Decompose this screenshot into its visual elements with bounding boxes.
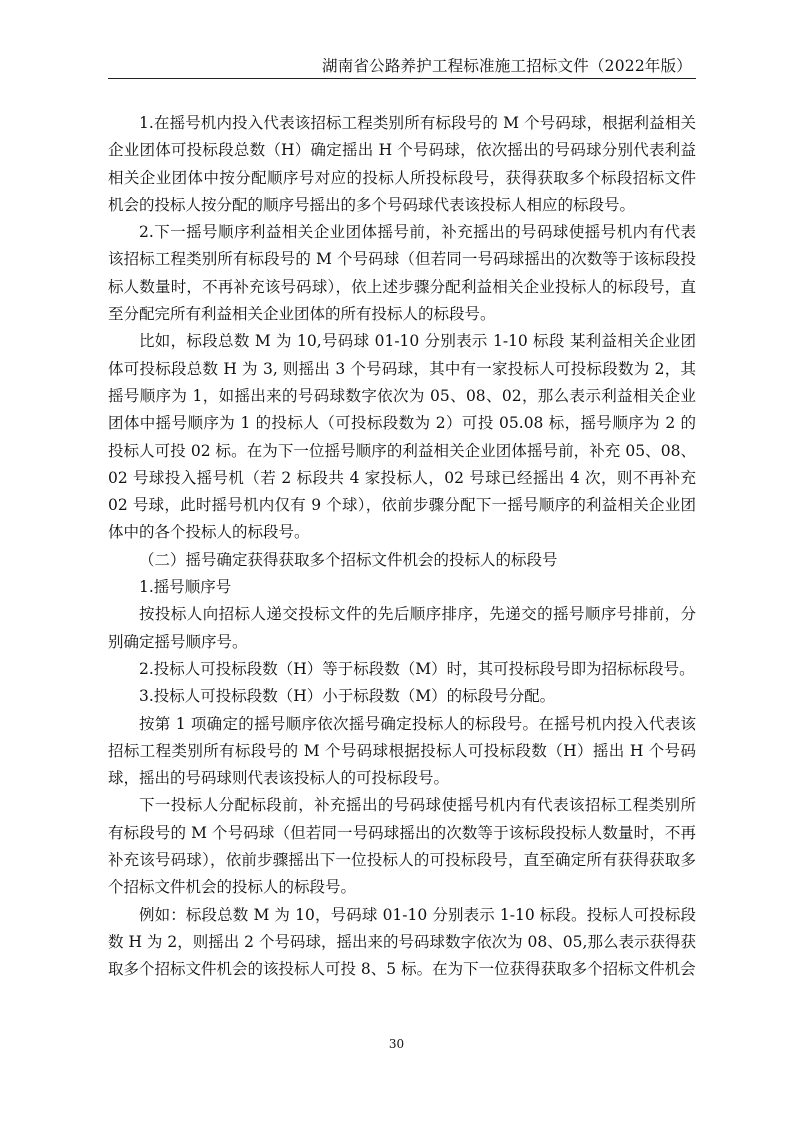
paragraph-4: 按投标人向招标人递交投标文件的先后顺序排序，先递交的摇号顺序号排前，分别确定摇号顺序号。 [108,605,696,651]
page-header [108,54,696,79]
paragraph-8: 下一投标人分配标段前，补充摇出的号码球使摇号机内有代表该招标工程类别所有标段号的 M 个号码球（但若同一号码球摇出的次数等于该标段投标人数量时，不再补充该号码球），依前步骤摇出下一位投标人的可投标段号，直至确定所有获得获取多个招标文件机会的投标人的标段号。 [108,796,696,897]
paragraph-5: 2.投标人可投标段数（H）等于标段数（M）时，其可投标段号即为招标标段号。 [139,659,695,678]
document-body [108,110,696,984]
paragraph-6: 3.投标人可投标段数（H）小于标段数（M）的标段号分配。 [139,687,556,706]
sub-heading-1: 1.摇号顺序号 [139,578,232,597]
paragraph-9: 例如：标段总数 M 为 10，号码球 01-10 分别表示 1-10 标段。投标人可投标段数 H 为 2，则摇出 2 个号码球，摇出来的号码球数字依次为 08、05,那么表示获得获取多个招标文件机会的该投标人可投 8、5 标。在为下一位获得获取多个招标文件机会 [108,905,696,979]
page-number: 30 [388,1037,405,1051]
paragraph-7: 按第 1 项确定的摇号顺序依次摇号确定投标人的标段号。在摇号机内投入代表该招标工程类别所有标段号的 M 个号码球根据投标人可投标段数（H）摇出 H 个号码球，摇出的号码球则代表该投标人的可投标段号。 [108,714,696,788]
document-title: 湖南省公路养护工程标准施工招标文件（2022年版） [322,57,692,75]
paragraph-2: 2.下一摇号顺序利益相关企业团体摇号前，补充摇出的号码球使摇号机内有代表该招标工程类别所有标段号的 M 个号码球（但若同一号码球摇出的次数等于该标段投标人数量时，不再补充该号码球），依上述步骤分配利益相关企业投标人的标段号，直至分配完所有利益相关企业团体的所有投标人的标段号。 [108,223,696,324]
section-heading: （二）摇号确定获得获取多个招标文件机会的投标人的标段号 [139,550,558,569]
paragraph-3: 比如，标段总数 M 为 10,号码球 01-10 分别表示 1-10 标段 某利益相关企业团体可投标段总数 H 为 3, 则摇出 3 个号码球，其中有一家投标人可投标段数为 2，其摇号顺序为 1，如摇出来的号码球数字依次为 05、08、02，那么表示利益相关企业团体中摇号顺序为 1 的投标人（可投标段数为 2）可投 05.08 标，摇号顺序为 2 的投标人可投 02 标。在为下一位摇号顺序的利益相关企业团体摇号前，补充 05、08、02 号球投入摇号机（若 2 标段共 4 家投标人，02 号球已经摇出 4 次，则不再补充 02 号球，此时摇号机内仅有 9 个球），依前步骤分配下一摇号顺序的利益相关企业团体中的各个投标人的标段号。 [108,332,696,542]
paragraph-1: 1.在摇号机内投入代表该招标工程类别所有标段号的 M 个号码球，根据利益相关企业团体可投标段总数（H）确定摇出 H 个号码球，依次摇出的号码球分别代表利益相关企业团体中按分配顺序号对应的投标人所投标段号，获得获取多个标段招标文件机会的投标人按分配的顺序号摇出的多个号码球代表该投标人相应的标段号。 [108,114,696,214]
